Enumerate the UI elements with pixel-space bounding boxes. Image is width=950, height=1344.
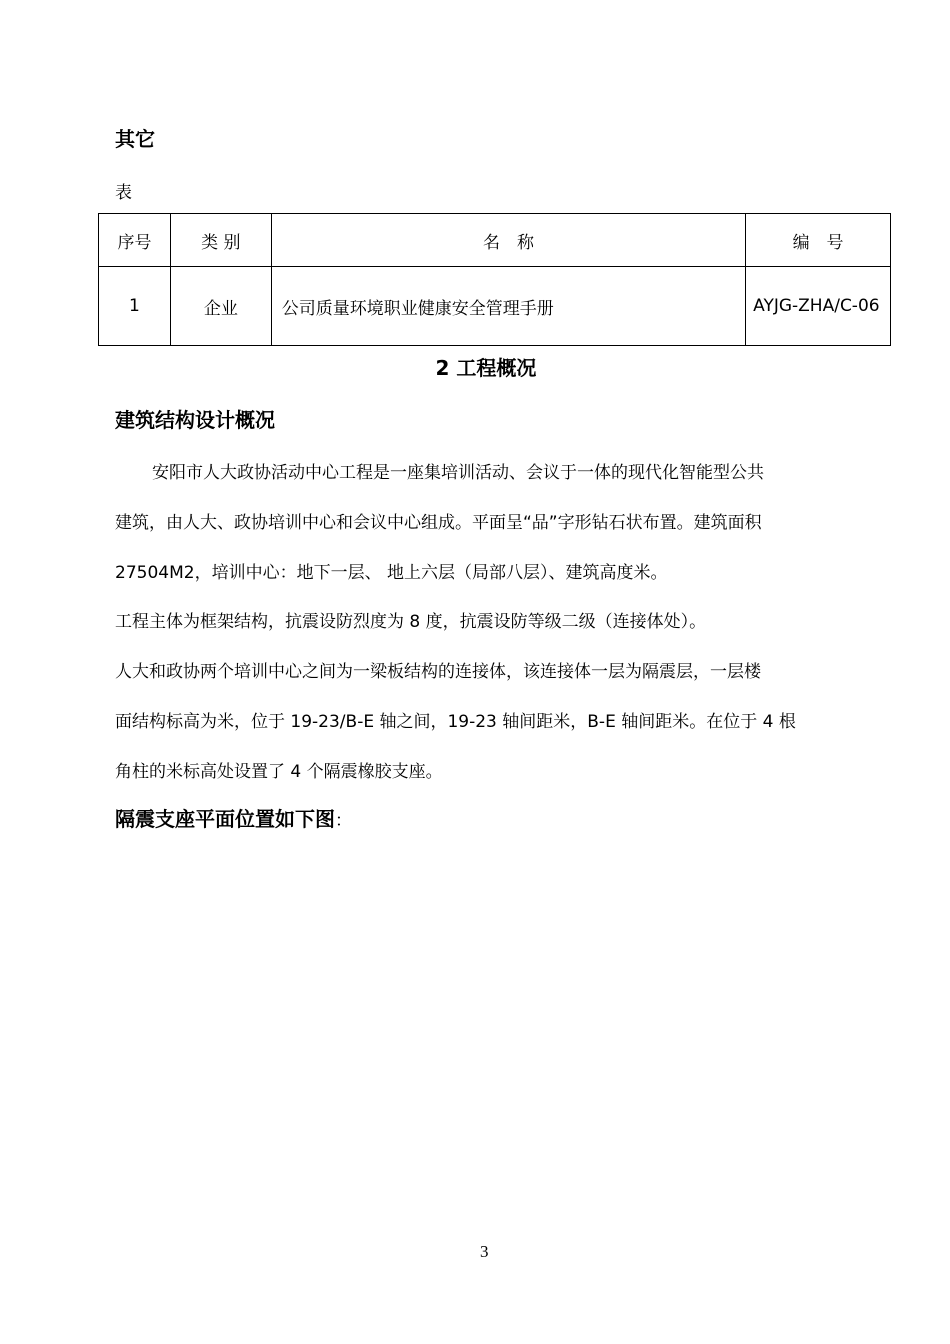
cell-code: AYJG-ZHA/C-06 (746, 267, 891, 346)
cell-category: 企业 (170, 267, 271, 346)
paragraph-line: 工程主体为框架结构，抗震设防烈度为 8 度，抗震设防等级二级（连接体处）。 (115, 612, 707, 632)
paragraph-line: 角柱的米标高处设置了 4 个隔震橡胶支座。 (115, 762, 443, 782)
table-caption: 表 (115, 183, 132, 203)
header-category: 类 别 (170, 214, 271, 267)
cell-no: 1 (99, 267, 171, 346)
section-title: 2 工程概况 (435, 356, 537, 380)
page-number: 3 (480, 1242, 489, 1261)
paragraph-line: 人大和政协两个培训中心之间为一梁板结构的连接体，该连接体一层为隔震层，一层楼 (115, 662, 761, 682)
paragraph-line: 27504M2，培训中心：地下一层、 地上六层（局部八层）、建筑高度米。 (115, 563, 668, 583)
figure-heading-text: 隔震支座平面位置如下图 (115, 807, 335, 831)
header-no: 序号 (99, 214, 171, 267)
header-code: 编 号 (746, 214, 891, 267)
subsection-title: 建筑结构设计概况 (115, 408, 275, 432)
cell-name: 公司质量环境职业健康安全管理手册 (271, 267, 745, 346)
paragraph-line: 建筑，由人大、政协培训中心和会议中心组成。平面呈“品”字形钻石状布置。建筑面积 (115, 513, 762, 533)
paragraph-line: 面结构标高为米，位于 19-23/B-E 轴之间，19-23 轴间距米，B-E 轴间距米。在位于 4 根 (115, 712, 796, 732)
header-name: 名 称 (271, 214, 745, 267)
figure-heading-colon: ： (335, 811, 352, 831)
table-header-row (99, 214, 891, 267)
figure-heading (115, 803, 352, 832)
paragraph-line: 安阳市人大政协活动中心工程是一座集培训活动、会议于一体的现代化智能型公共 (152, 463, 764, 483)
heading-other: 其它 (115, 127, 155, 151)
reference-table (98, 213, 891, 346)
table-row (99, 267, 891, 346)
